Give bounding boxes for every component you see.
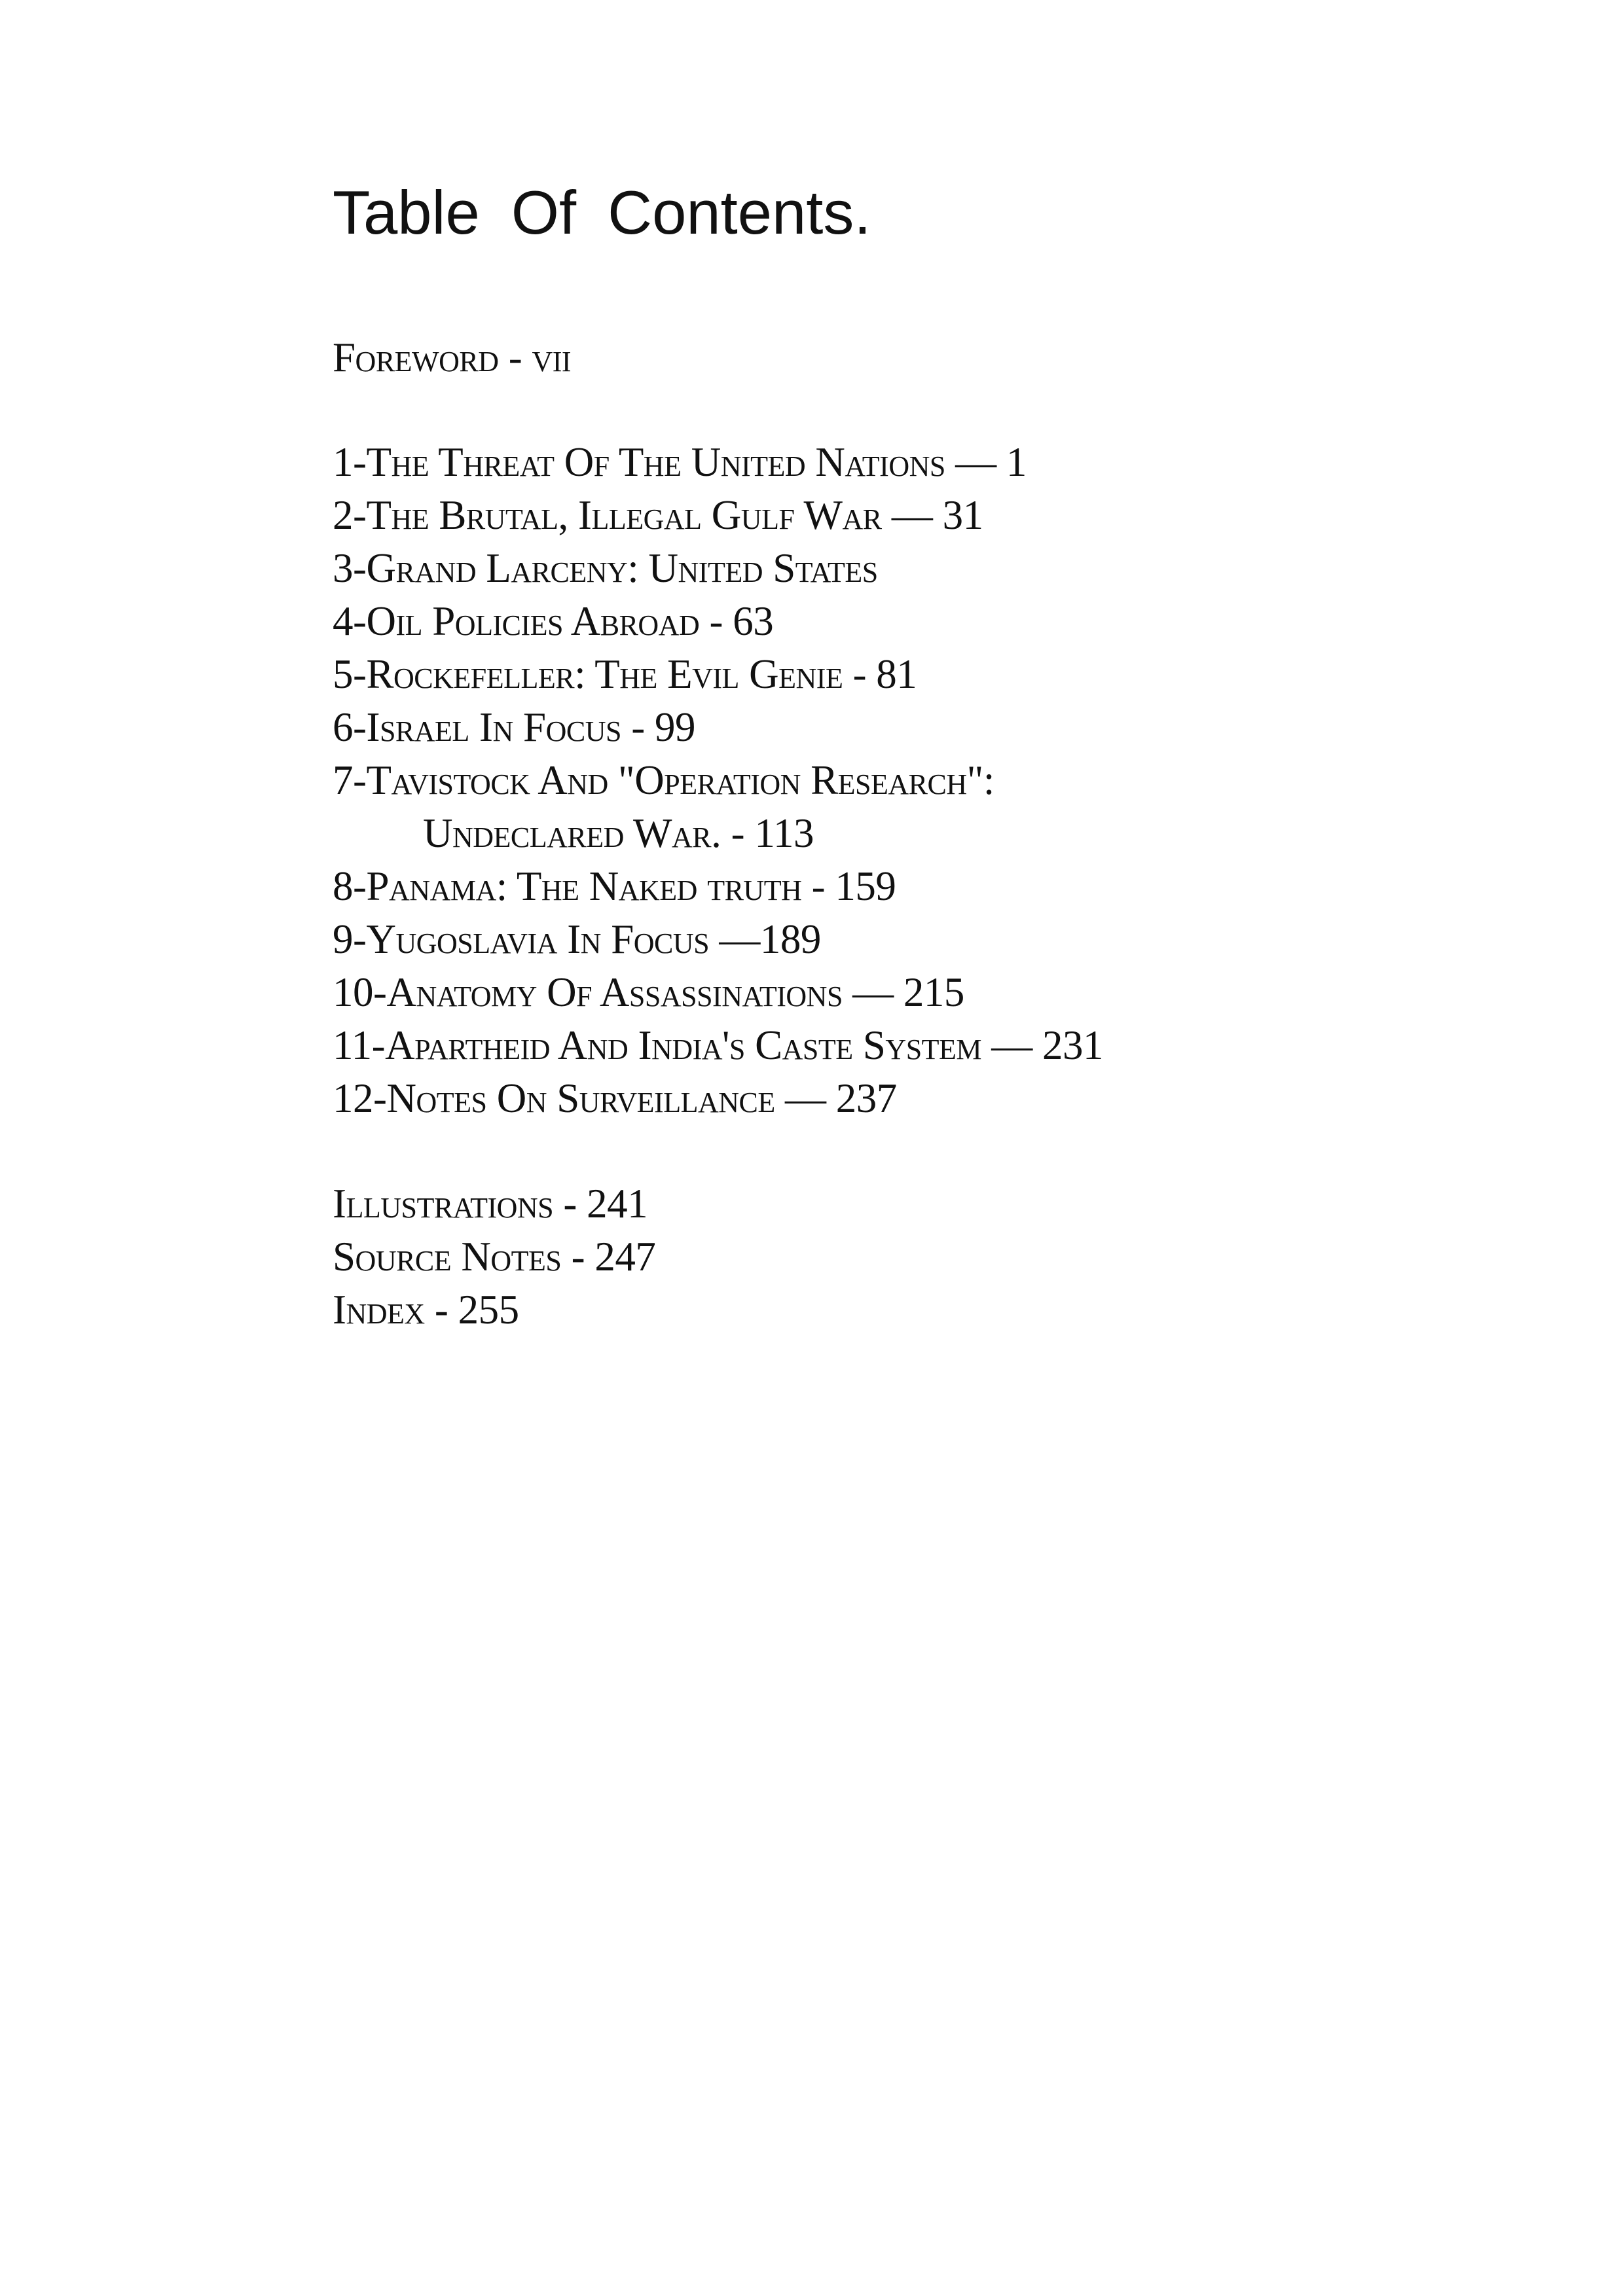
toc-entry-chapter-7: 7-Tavistock And "Operation Research": [333,757,994,803]
toc-entry-foreword: Foreword - vii [333,334,572,380]
page-title: Table Of Contents. [333,178,871,247]
toc-entry-illustrations: Illustrations - 241 [333,1181,648,1227]
toc-entry-chapter-3: 3-Grand Larceny: United States [333,545,878,591]
toc-entry-chapter-5: 5-Rockefeller: The Evil Genie - 81 [333,651,917,697]
toc-entry-index: Index - 255 [333,1287,519,1333]
toc-entry-chapter-10: 10-Anatomy Of Assassinations — 215 [333,969,964,1015]
document-page [333,0,1577,2296]
toc-entry-chapter-7-continued: Undeclared War. - 113 [423,810,814,856]
toc-entry-chapter-9: 9-Yugoslavia In Focus —189 [333,916,821,962]
toc-entry-chapter-11: 11-Apartheid And India's Caste System — 231 [333,1022,1104,1068]
toc-entry-chapter-6: 6-Israel In Focus - 99 [333,704,695,750]
toc-entry-chapter-12: 12-Notes On Surveillance — 237 [333,1075,897,1121]
toc-entry-chapter-1: 1-The Threat Of The United Nations — 1 [333,439,1027,485]
toc-entry-chapter-2: 2-The Brutal, Illegal Gulf War — 31 [333,492,983,538]
toc-entry-source-notes: Source Notes - 247 [333,1234,656,1280]
toc-entry-chapter-8: 8-Panama: The Naked truth - 159 [333,863,896,909]
toc-entry-chapter-4: 4-Oil Policies Abroad - 63 [333,598,774,644]
